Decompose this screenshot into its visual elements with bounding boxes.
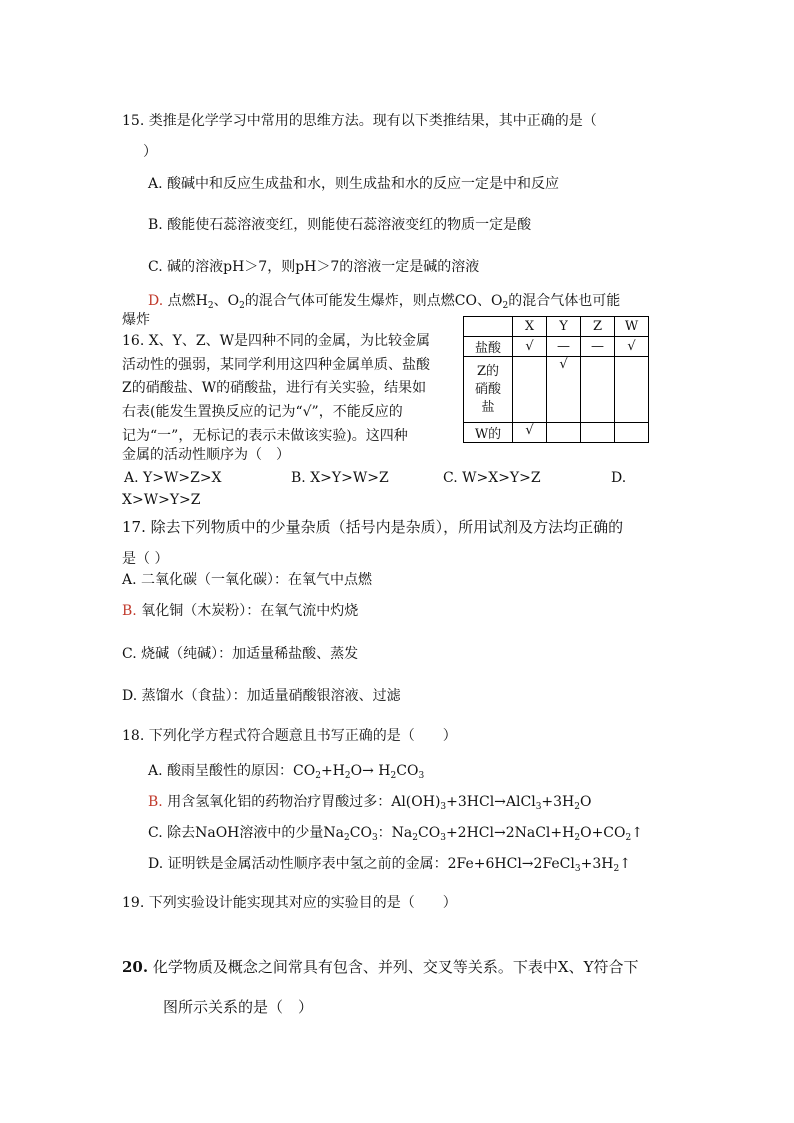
q20-number: 20. (122, 958, 149, 976)
q18-option-b-text: 用含氢氧化铝的药物治疗胃酸过多：$Al(OH)_3+3HCl\to AlCl_3+3H_2O$ (167, 794, 592, 812)
q16-line1: 16. X、Y、Z、W是四种不同的金属，为比较金属 (122, 333, 431, 349)
table-header-x: X (513, 317, 547, 337)
table-cell (581, 423, 615, 443)
q15-option-b: B. 酸能使石蕊溶液变红，则能使石蕊溶液变红的物质一定是酸 (148, 217, 532, 233)
table-cell: √ (547, 357, 581, 423)
table-row-hcl-label: 盐酸 (464, 337, 513, 357)
q17-option-a: A. 二氧化碳（一氧化碳）：在氧气中点燃 (122, 572, 373, 588)
q16-line3: Z的硝酸盐、W的硝酸盐，进行有关实验，结果如 (122, 380, 427, 396)
q20-text: 化学物质及概念之间常具有包含、并列、交叉等关系。下表中X、Y符合下 (152, 958, 639, 976)
q15-option-d (148, 292, 620, 310)
table-header-z: Z (581, 317, 615, 337)
q17-stem-line2: 是（ ） (122, 551, 169, 567)
q16-result-table (463, 316, 649, 442)
q16-option-d-text: X>W>Y>Z (122, 492, 201, 508)
q20-stem-line1 (122, 958, 638, 976)
q18-option-c: C. 除去NaOH溶液中的少量$Na_2CO_3$：$Na_2CO_3+2HCl\to 2NaCl+H_2O+CO_2↑$ (148, 825, 643, 843)
table-cell: √ (513, 423, 547, 443)
table-cell: — (581, 337, 615, 357)
q15-option-d-text: 点燃$H_2$、$O_2$的混合气体可能发生爆炸，则点燃CO、$O_2$的混合气体也可能 (167, 293, 621, 311)
q19-stem: 19. 下列实验设计能实现其对应的实验目的是（ ） (122, 895, 457, 911)
q15-stem-line2: ） (143, 144, 157, 160)
table-header-w: W (615, 317, 649, 337)
table-cell: √ (615, 337, 649, 357)
q15-option-a: A. 酸碱中和反应生成盐和水，则生成盐和水的反应一定是中和反应 (148, 176, 560, 192)
q16-option-d: D. (611, 470, 627, 486)
table-cell (615, 423, 649, 443)
table-cell (513, 357, 547, 423)
q18-stem: 18. 下列化学方程式符合题意且书写正确的是（ ） (122, 728, 457, 744)
q16-line5: 记为“一”，无标记的表示未做该实验)。这四种 (122, 428, 408, 444)
q17-option-d: D. 蒸馏水（食盐）：加适量硝酸银溶液、过滤 (122, 688, 401, 704)
q18-option-b-label: B. (148, 794, 163, 810)
q16-option-b: B. X>Y>W>Z (291, 470, 389, 486)
table-cell (615, 357, 649, 423)
q15-option-d-cont: 爆炸 (122, 312, 150, 328)
table-row-w-nitrate-label: W的 (464, 423, 513, 443)
q17-option-b (122, 602, 358, 620)
q16-line4: 右表(能发生置换反应的记为“√”，不能反应的 (122, 404, 403, 420)
table-cell: — (547, 337, 581, 357)
q17-option-b-text: 氧化铜（木炭粉）：在氧气流中灼烧 (141, 603, 359, 619)
table-header-blank (464, 317, 513, 337)
q16-option-a: A. Y>W>Z>X (124, 470, 222, 486)
q18-option-d: D. 证明铁是金属活动性顺序表中氢之前的金属：$2Fe+6HCl\to 2FeCl_3+3H_2↑$ (148, 856, 631, 874)
q17-stem-line1: 17. 除去下列物质中的少量杂质（括号内是杂质），所用试剂及方法均正确的 (122, 518, 624, 536)
q15-stem-line1: 15. 类推是化学学习中常用的思维方法。现有以下类推结果，其中正确的是（ (122, 113, 597, 129)
table-header-y: Y (547, 317, 581, 337)
q17-option-c: C. 烧碱（纯碱）：加适量稀盐酸、蒸发 (122, 646, 359, 662)
q16-line6: 金属的活动性顺序为（ ） (122, 447, 290, 463)
q20-stem-line2: 图所示关系的是（ ） (163, 998, 314, 1016)
q16-line2: 活动性的强弱，某同学利用这四种金属单质、盐酸 (122, 357, 430, 373)
q18-option-b (148, 793, 592, 811)
table-cell (581, 357, 615, 423)
q15-option-d-label: D. (148, 293, 164, 309)
q15-option-c: C. 碱的溶液pH＞7，则pH＞7的溶液一定是碱的溶液 (148, 259, 480, 275)
table-cell (547, 423, 581, 443)
table-row-z-nitrate-label: Z的 硝酸 盐 (464, 357, 513, 423)
q18-option-a: A. 酸雨呈酸性的原因：$CO_2+H_2O\to H_2CO_3$ (148, 763, 425, 781)
q16-option-c: C. W>X>Y>Z (443, 470, 541, 486)
table-cell: √ (513, 337, 547, 357)
q17-option-b-label: B. (122, 603, 137, 619)
